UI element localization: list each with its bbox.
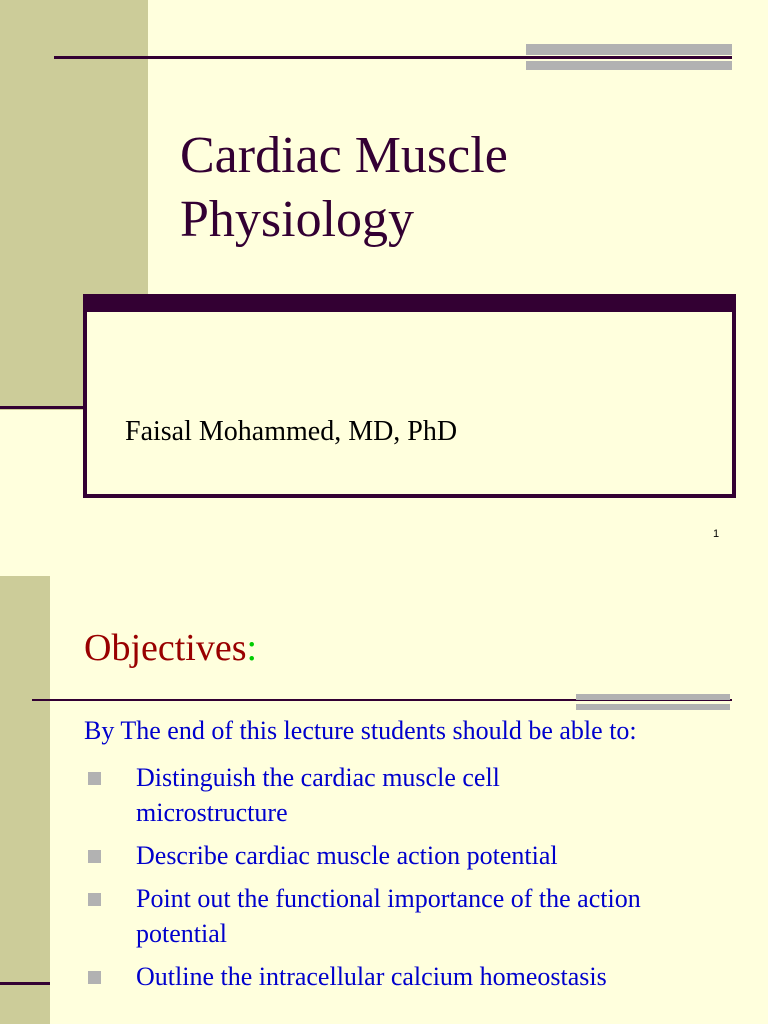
list-item-line-1: Describe cardiac muscle action potential — [136, 841, 558, 870]
list-item — [86, 760, 736, 830]
objectives-intro: By The end of this lecture students should be able to: — [84, 716, 637, 745]
objectives-heading — [84, 626, 257, 670]
bottom-left-divider-line — [0, 982, 50, 985]
list-item-line-1: Outline the intracellular calcium homeostasis — [136, 962, 607, 991]
page-number: 1 — [713, 528, 720, 540]
objectives-slide — [0, 576, 768, 1024]
square-bullet-icon — [88, 893, 101, 906]
list-item-line-1: Point out the functional importance of the action — [136, 884, 641, 913]
left-accent-bar — [0, 576, 50, 1024]
objectives-list — [86, 760, 736, 1002]
slide-title — [180, 124, 508, 252]
top-gray-block — [526, 44, 732, 55]
list-item-line-1: Distinguish the cardiac muscle cell — [136, 763, 500, 792]
list-item — [86, 881, 736, 951]
list-item-line-2: microstructure — [136, 798, 288, 827]
left-divider-line — [0, 406, 86, 409]
subtitle-box — [83, 294, 736, 498]
square-bullet-icon — [88, 772, 101, 785]
square-bullet-icon — [88, 971, 101, 984]
objectives-heading-colon: : — [246, 627, 258, 669]
list-item — [86, 959, 736, 994]
top-divider-line — [54, 56, 732, 59]
list-item — [86, 838, 736, 873]
author-name: Faisal Mohammed, MD, PhD — [125, 416, 458, 447]
slide-title-line-2: Physiology — [180, 191, 415, 248]
list-item-line-2: potential — [136, 919, 227, 948]
objectives-heading-text: Objectives — [84, 627, 247, 669]
square-bullet-icon — [88, 850, 101, 863]
header-gray-stripe — [576, 704, 730, 710]
top-gray-stripe — [526, 61, 732, 70]
slide-title-line-1: Cardiac Muscle — [180, 127, 508, 184]
header-gray-block — [576, 694, 730, 700]
